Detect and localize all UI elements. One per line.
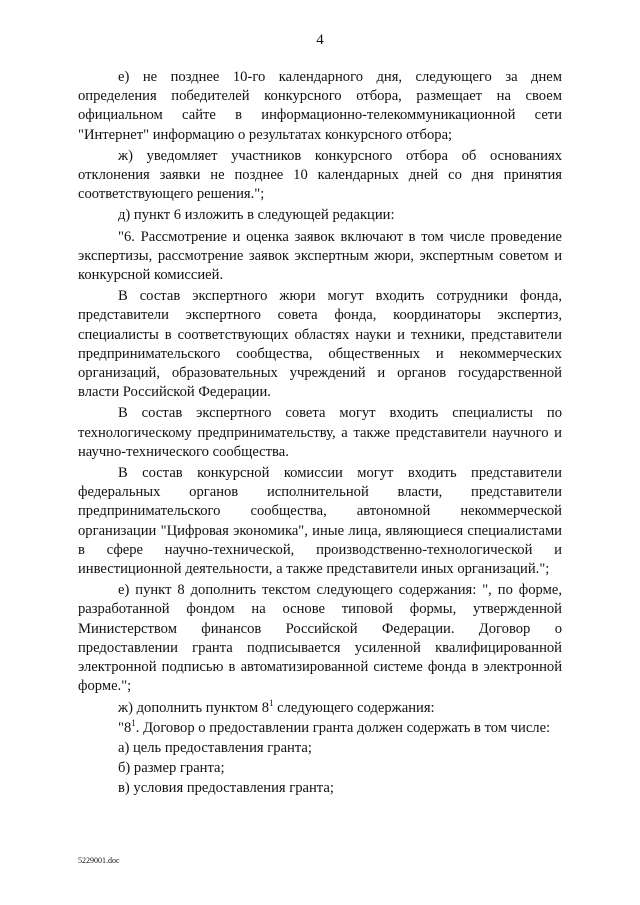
superscript: 1 [269,697,274,708]
list-item: в) условия предоставления гранта; [118,780,334,797]
paragraph-with-superscript [78,699,562,718]
text-fragment: следующего содержания: [273,699,435,716]
text-fragment: . Договор о предоставлении гранта должен содержать в том числе: [135,719,551,736]
document-body [78,68,562,800]
paragraph: В состав конкурсной комиссии могут входить представители федеральных органов исполнительной власти, представители предпринимательского сообщества, автономной некоммерческой организации "Цифровая экономика", иные лица, являющиеся специалистами в сфере научно-технической, производственно-технологической и инвестиционной деятельности, а также представители иных организаций."; [78,465,562,578]
paragraph: ж) уведомляет участников конкурсного отбора об основаниях отклонения заявки не позднее 10 календарных дней со дня принятия соответствующего решения."; [78,147,562,203]
paragraph: д) пункт 6 изложить в следующей редакции: [118,207,395,224]
list-item: б) размер гранта; [118,760,225,777]
text-fragment: ж) дополнить пунктом 8 [118,699,270,716]
paragraph: В состав экспертного совета могут входить специалисты по технологическому предпринимательству, а также представители научного и научно-технического сообщества. [78,405,562,460]
paragraph: В состав экспертного жюри могут входить сотрудники фонда, представители экспертного совета фонда, координаторы экспертиз, специалисты в соответствующих областях науки и техники, представители предпринимательского сообщества, общественных и некоммерческих организаций, образовательных учреждений и органов государственной власти Российской Федерации. [78,288,562,401]
page-number: 4 [316,32,324,48]
text-fragment: "8 [118,719,132,736]
paragraph: е) пункт 8 дополнить текстом следующего содержания: ", по форме, разработанной фондом на основе типовой формы, утвержденной Министерством финансов Российской Федерации. Договор о предоставлении гранта подписывается усиленной квалифицированной электронной подписью в автоматизированной системе фонда в электронной форме."; [78,582,562,695]
paragraph-with-superscript [78,719,562,738]
paragraph: е) не позднее 10-го календарного дня, следующего за днем определения победителей конкурсного отбора, размещает на своем официальном сайте в информационно-телекоммуникационной сети "Интернет" информацию о результатах конкурсного отбора; [78,69,562,143]
paragraph: "6. Рассмотрение и оценка заявок включают в том числе проведение экспертизы, рассмотрение заявок экспертным жюри, экспертным советом и конкурсной комиссией. [78,228,562,284]
list-item: а) цель предоставления гранта; [118,739,312,756]
superscript: 1 [131,717,136,728]
footer-filename: 5229001.doc [78,856,120,865]
